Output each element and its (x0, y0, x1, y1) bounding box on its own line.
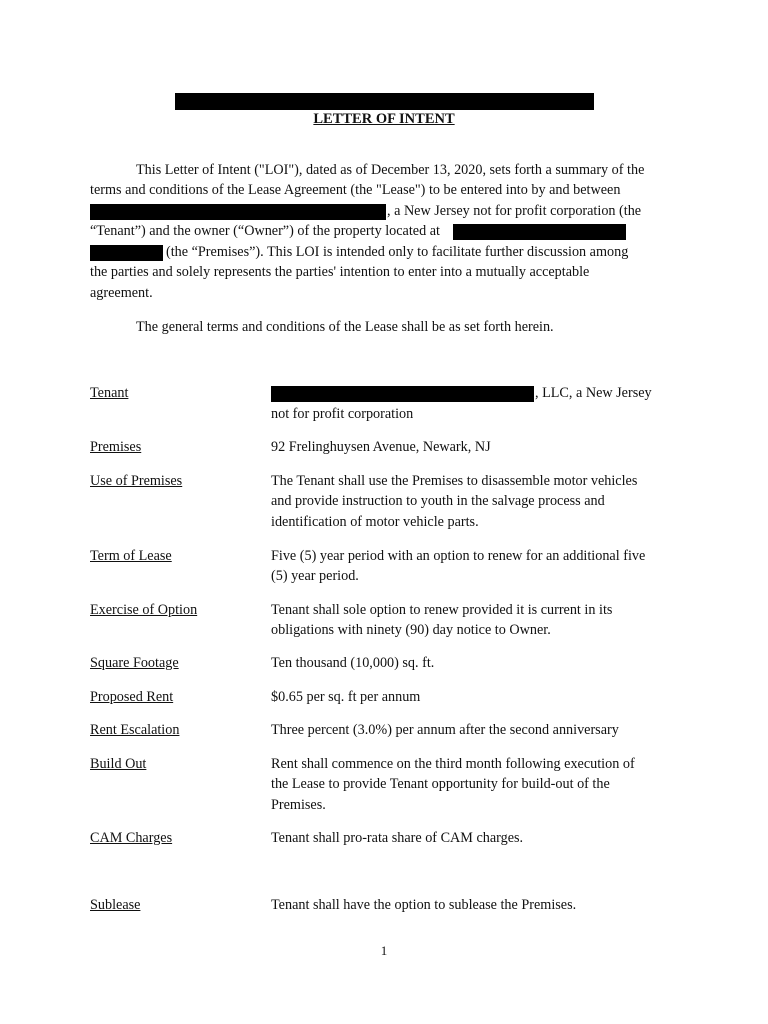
term-value-build-out-1: Rent shall commence on the third month following execution of (271, 756, 635, 772)
term-value-tenant-2: not for profit corporation (271, 406, 414, 422)
term-label-square-footage: Square Footage (90, 655, 179, 671)
intro-line-7: agreement. (90, 285, 153, 301)
term-value-square-footage: Ten thousand (10,000) sq. ft. (271, 655, 435, 671)
intro-line-5: (the “Premises”). This LOI is intended only to facilitate further discussion among (166, 244, 629, 260)
intro-line-4: “Tenant”) and the owner (“Owner”) of the property located at (90, 223, 440, 239)
page-title: LETTER OF INTENT (313, 111, 455, 127)
term-label-sublease: Sublease (90, 897, 141, 913)
term-value-rent-escalation: Three percent (3.0%) per annum after the second anniversary (271, 722, 619, 738)
page-number: 1 (380, 943, 388, 958)
redacted-tenant-entity (271, 386, 534, 402)
term-label-proposed-rent: Proposed Rent (90, 689, 174, 705)
term-value-cam-charges: Tenant shall pro-rata share of CAM charges. (271, 830, 524, 846)
term-value-use-2: and provide instruction to youth in the salvage process and (271, 493, 605, 509)
term-label-term-of-lease: Term of Lease (90, 548, 172, 564)
term-label-cam-charges: CAM Charges (90, 830, 173, 846)
redacted-header (175, 93, 594, 110)
term-label-exercise-of-option: Exercise of Option (90, 602, 198, 618)
intro-line-6: the parties and solely represents the parties' intention to enter into a mutually acceptable (90, 264, 590, 280)
term-label-premises: Premises (90, 439, 142, 455)
term-label-tenant: Tenant (90, 385, 129, 401)
term-value-use-3: identification of motor vehicle parts. (271, 514, 479, 530)
intro-line-1: This Letter of Intent ("LOI"), dated as of December 13, 2020, sets forth a summary of the (136, 162, 645, 178)
intro-line-2: terms and conditions of the Lease Agreement (the "Lease") to be entered into by and between (90, 182, 621, 198)
term-value-term-2: (5) year period. (271, 568, 359, 584)
redacted-property-address (453, 224, 626, 240)
term-value-premises: 92 Frelinghuysen Avenue, Newark, NJ (271, 439, 491, 455)
term-value-option-1: Tenant shall sole option to renew provided it is current in its (271, 602, 613, 618)
general-terms-line: The general terms and conditions of the Lease shall be as set forth herein. (136, 319, 554, 335)
term-label-build-out: Build Out (90, 756, 147, 772)
term-label-rent-escalation: Rent Escalation (90, 722, 180, 738)
intro-line-3: , a New Jersey not for profit corporation (the (387, 203, 642, 219)
term-value-term-1: Five (5) year period with an option to renew for an additional five (271, 548, 646, 564)
term-value-build-out-3: Premises. (271, 797, 326, 813)
term-label-use-of-premises: Use of Premises (90, 473, 183, 489)
redacted-property-city (90, 245, 163, 261)
term-value-proposed-rent: $0.65 per sq. ft per annum (271, 689, 421, 705)
term-value-build-out-2: the Lease to provide Tenant opportunity for build-out of the (271, 776, 610, 792)
term-value-tenant-1: , LLC, a New Jersey (535, 385, 652, 401)
term-value-use-1: The Tenant shall use the Premises to disassemble motor vehicles (271, 473, 638, 489)
redacted-tenant-name (90, 204, 386, 220)
term-value-sublease: Tenant shall have the option to sublease the Premises. (271, 897, 577, 913)
term-value-option-2: obligations with ninety (90) day notice to Owner. (271, 622, 551, 638)
